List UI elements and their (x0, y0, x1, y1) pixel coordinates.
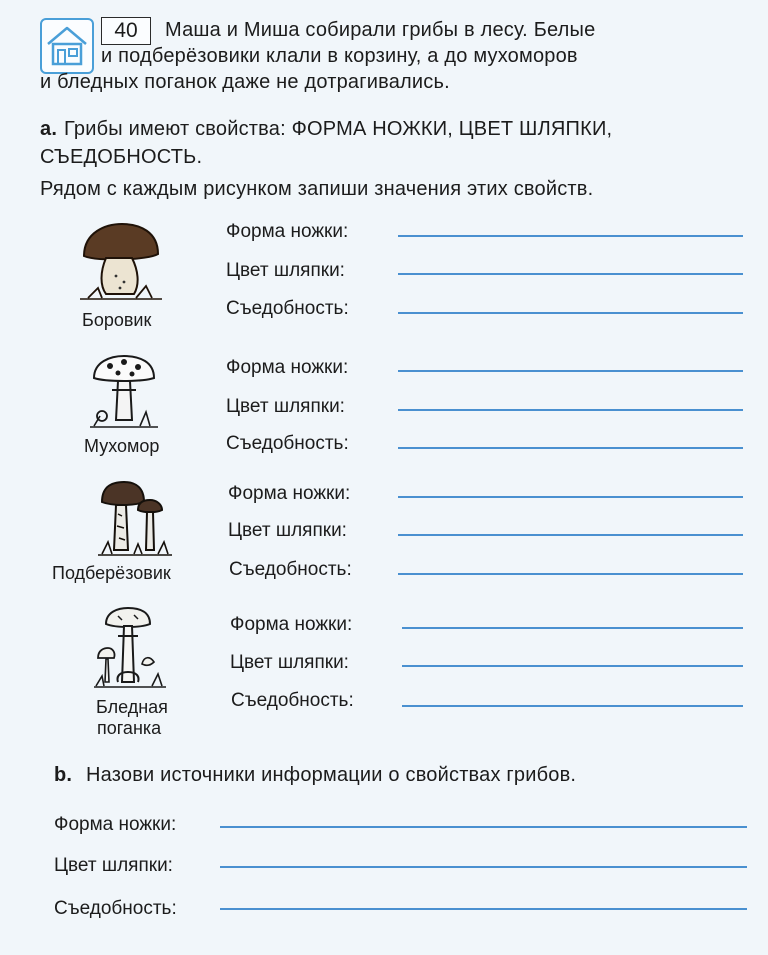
answer-line-stem-shape-b[interactable] (220, 826, 747, 828)
label-cap-color-3: Цвет шляпки: (228, 520, 347, 541)
part-a-line-2: СЪЕДОБНОСТЬ. (40, 146, 203, 168)
death-cap-illustration (92, 606, 168, 692)
answer-line-cap-color-b[interactable] (220, 866, 747, 868)
task-number: 40 (101, 17, 151, 45)
label-stem-shape-3: Форма ножки: (228, 483, 351, 504)
intro-line-1: Маша и Миша собирали грибы в лесу. Белые (165, 19, 596, 41)
label-edibility-4: Съедобность: (231, 690, 354, 711)
birch-bolete-illustration (94, 480, 174, 558)
mushroom-name-death-cap-2: поганка (97, 718, 162, 738)
fly-agaric-illustration (88, 354, 160, 430)
answer-line-edibility-1[interactable] (398, 312, 743, 314)
answer-line-edibility-4[interactable] (402, 705, 743, 707)
answer-line-cap-color-4[interactable] (402, 665, 743, 667)
answer-line-stem-shape-2[interactable] (398, 370, 743, 372)
answer-line-stem-shape-4[interactable] (402, 627, 743, 629)
intro-line-2: и подберёзовики клали в корзину, а до мухоморов (101, 45, 578, 67)
answer-line-edibility-b[interactable] (220, 908, 747, 910)
label-cap-color-1: Цвет шляпки: (226, 260, 345, 281)
label-edibility-1: Съедобность: (226, 298, 349, 319)
label-stem-shape-b: Форма ножки: (54, 814, 177, 835)
home-icon (40, 18, 94, 74)
mushroom-name-death-cap-1: Бледная (96, 697, 168, 717)
answer-line-cap-color-1[interactable] (398, 273, 743, 275)
mushroom-name-fly-agaric: Мухомор (84, 436, 160, 456)
answer-line-cap-color-3[interactable] (398, 534, 743, 536)
answer-line-stem-shape-1[interactable] (398, 235, 743, 237)
label-cap-color-4: Цвет шляпки: (230, 652, 349, 673)
label-cap-color-b: Цвет шляпки: (54, 855, 173, 876)
part-a-instruction: Рядом с каждым рисунком запиши значения этих свойств. (40, 178, 594, 200)
porcini-mushroom-illustration (76, 220, 166, 302)
label-stem-shape-1: Форма ножки: (226, 221, 349, 242)
label-stem-shape-2: Форма ножки: (226, 357, 349, 378)
part-b-question: Назови источники информации о свойствах грибов. (86, 764, 577, 786)
answer-line-cap-color-2[interactable] (398, 409, 743, 411)
mushroom-name-birch-bolete: Подберёзовик (52, 563, 171, 583)
part-a-line-1: Грибы имеют свойства: ФОРМА НОЖКИ, ЦВЕТ ШЛЯПКИ, (64, 118, 613, 140)
answer-line-edibility-3[interactable] (398, 573, 743, 575)
part-a-marker: a. (40, 118, 58, 140)
label-edibility-3: Съедобность: (229, 559, 352, 580)
answer-line-edibility-2[interactable] (398, 447, 743, 449)
intro-line-3: и бледных поганок даже не дотрагивались. (40, 71, 450, 93)
part-b-marker: b. (54, 764, 73, 786)
answer-line-stem-shape-3[interactable] (398, 496, 743, 498)
label-edibility-b: Съедобность: (54, 898, 177, 919)
mushroom-name-boletus: Боровик (82, 310, 152, 330)
label-stem-shape-4: Форма ножки: (230, 614, 353, 635)
label-cap-color-2: Цвет шляпки: (226, 396, 345, 417)
label-edibility-2: Съедобность: (226, 433, 349, 454)
